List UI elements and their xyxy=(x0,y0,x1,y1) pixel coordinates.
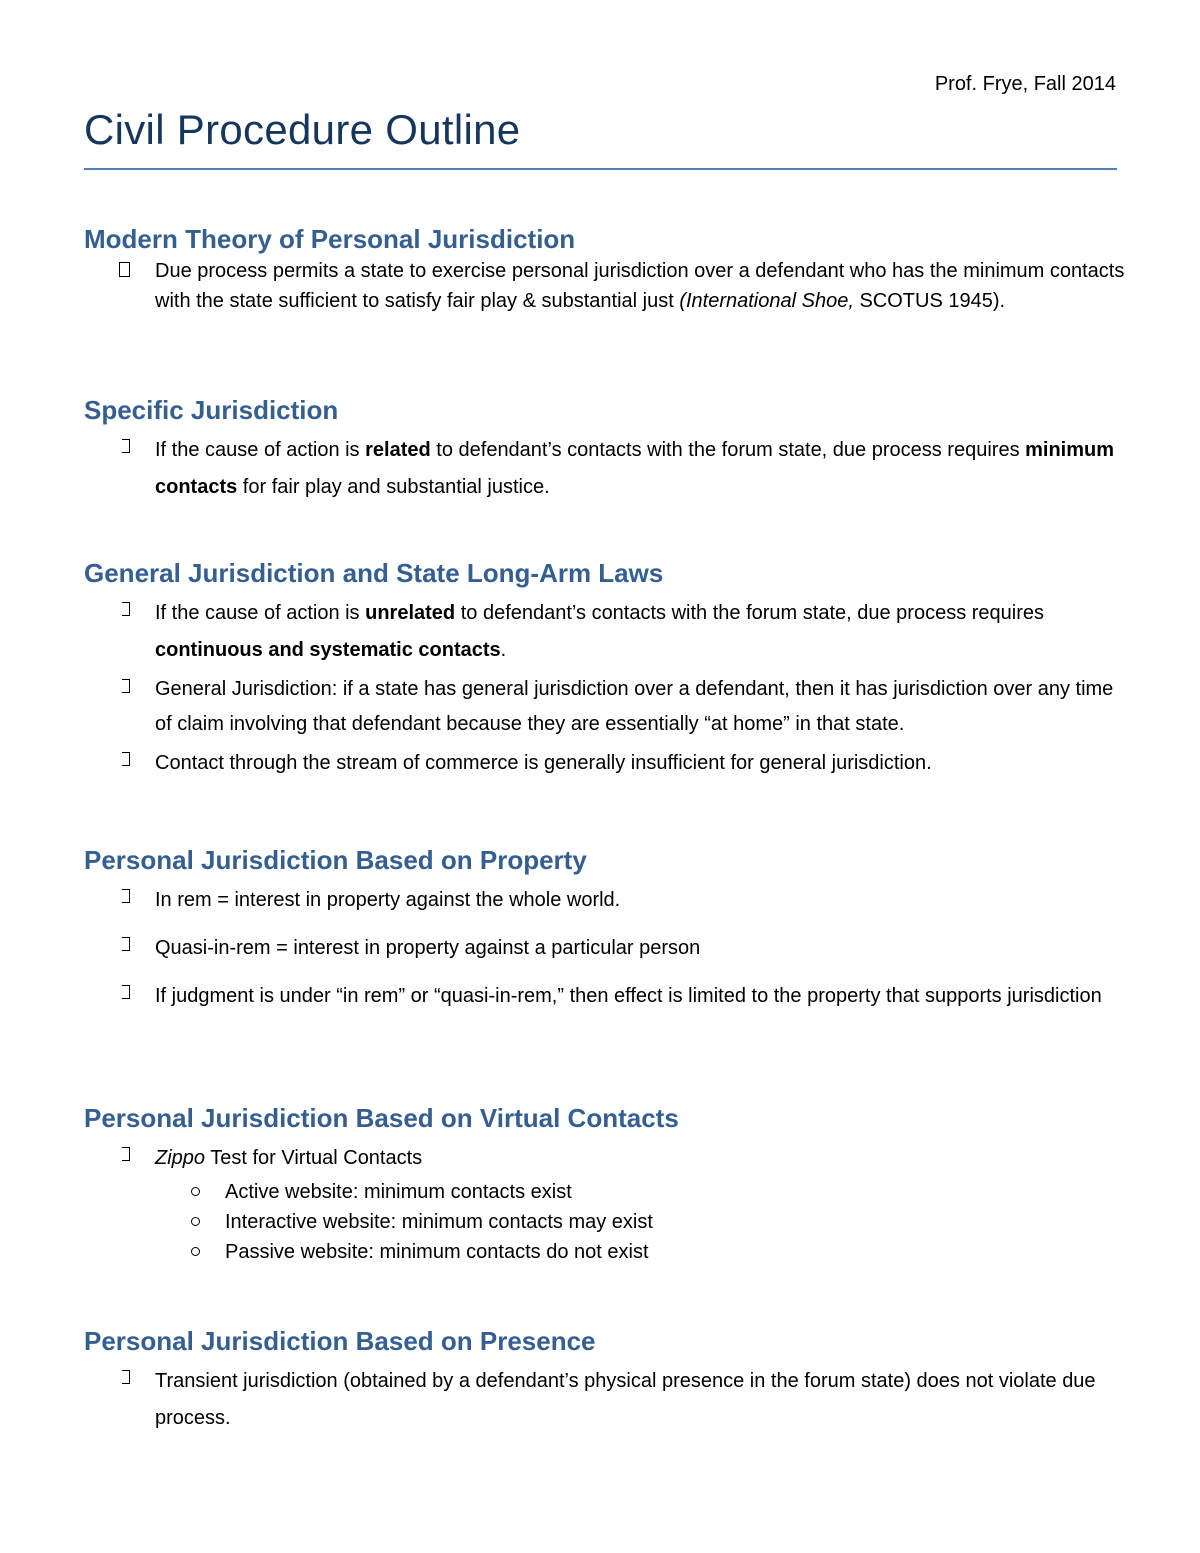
bracket-bullet-icon xyxy=(122,679,130,693)
document-title: Civil Procedure Outline xyxy=(84,106,521,153)
box-bullet-icon xyxy=(119,262,130,277)
list-item xyxy=(84,672,1125,742)
bullet-text: If the cause of action is xyxy=(155,602,366,624)
bracket-bullet-icon xyxy=(122,602,130,616)
section-presence xyxy=(84,1324,1124,1437)
list-item xyxy=(84,595,1125,669)
bullet-text: General Jurisdiction: if a state has general jurisdiction over a defendant, then it has jurisdiction over any time of claim involving that defendant because they are essentially “at home” in that state. xyxy=(155,678,1114,735)
sub-list-item xyxy=(84,1237,1124,1267)
bracket-bullet-icon xyxy=(122,937,130,951)
bullet-text: to defendant’s contacts with the forum state, due process requires xyxy=(455,602,1045,624)
list-item xyxy=(84,1140,1125,1177)
case-citation: (International Shoe, xyxy=(679,290,854,312)
title-divider xyxy=(84,168,1117,170)
circle-bullet-icon xyxy=(191,1187,200,1196)
list-item xyxy=(84,882,1125,919)
bracket-bullet-icon xyxy=(122,752,130,766)
bracket-bullet-icon xyxy=(122,439,130,453)
list-item xyxy=(84,930,1125,967)
bracket-bullet-icon xyxy=(122,1370,130,1384)
bullet-text: Due process permits a state to exercise personal jurisdiction over a defendant who has the minimum contacts with the state sufficient to satisfy fair play & substantial just xyxy=(155,260,1125,312)
list-item xyxy=(84,1363,1125,1437)
list-item xyxy=(84,256,1125,316)
section-heading: Personal Jurisdiction Based on Virtual Contacts xyxy=(84,1103,679,1133)
circle-bullet-icon xyxy=(191,1247,200,1256)
section-virtual-contacts xyxy=(84,1101,1124,1267)
bullet-text: In rem = interest in property against the whole world. xyxy=(155,889,621,911)
bullet-text: If judgment is under “in rem” or “quasi-in-rem,” then effect is limited to the property that supports jurisdiction xyxy=(155,985,1102,1007)
section-heading: Specific Jurisdiction xyxy=(84,395,339,425)
author-term-header: Prof. Frye, Fall 2014 xyxy=(934,73,1116,95)
bracket-bullet-icon xyxy=(122,1147,130,1161)
bullet-text: for fair play and substantial justice. xyxy=(237,476,550,498)
sub-list-item xyxy=(84,1177,1124,1207)
bold-term: minimum contacts xyxy=(155,439,1115,498)
section-specific-jurisdiction xyxy=(84,393,1124,506)
list-item xyxy=(84,432,1125,506)
case-name: Zippo xyxy=(155,1147,206,1169)
sub-bullet-text: Active website: minimum contacts exist xyxy=(225,1181,572,1203)
bullet-text: Transient jurisdiction (obtained by a defendant’s physical presence in the forum state) does not violate due process. xyxy=(155,1370,1096,1429)
bold-term: related xyxy=(365,439,431,461)
bracket-bullet-icon xyxy=(122,889,130,903)
list-item xyxy=(84,745,1125,782)
section-heading: Personal Jurisdiction Based on Property xyxy=(84,845,587,875)
bullet-text: . xyxy=(500,639,507,661)
section-heading: Modern Theory of Personal Jurisdiction xyxy=(84,224,576,254)
circle-bullet-icon xyxy=(191,1217,200,1226)
section-heading: General Jurisdiction and State Long-Arm Laws xyxy=(84,558,664,588)
sub-bullet-text: Passive website: minimum contacts do not exist xyxy=(225,1241,649,1263)
section-heading: Personal Jurisdiction Based on Presence xyxy=(84,1326,596,1356)
sub-bullet-text: Interactive website: minimum contacts may exist xyxy=(225,1211,653,1233)
section-general-jurisdiction xyxy=(84,556,1124,782)
bullet-text: Contact through the stream of commerce is generally insufficient for general jurisdiction. xyxy=(155,752,932,774)
bold-term: unrelated xyxy=(365,602,456,624)
bracket-bullet-icon xyxy=(122,985,130,999)
section-modern-theory xyxy=(84,222,1124,316)
bullet-text: SCOTUS 1945). xyxy=(853,290,1006,312)
bullet-text: If the cause of action is xyxy=(155,439,366,461)
list-item xyxy=(84,978,1125,1015)
section-property xyxy=(84,843,1124,1015)
bullet-text: Test for Virtual Contacts xyxy=(205,1147,423,1169)
bullet-text: Quasi-in-rem = interest in property against a particular person xyxy=(155,937,701,959)
bold-term: continuous and systematic contacts xyxy=(155,639,501,661)
sub-list-item xyxy=(84,1207,1124,1237)
bullet-text: to defendant’s contacts with the forum state, due process requires xyxy=(430,439,1026,461)
